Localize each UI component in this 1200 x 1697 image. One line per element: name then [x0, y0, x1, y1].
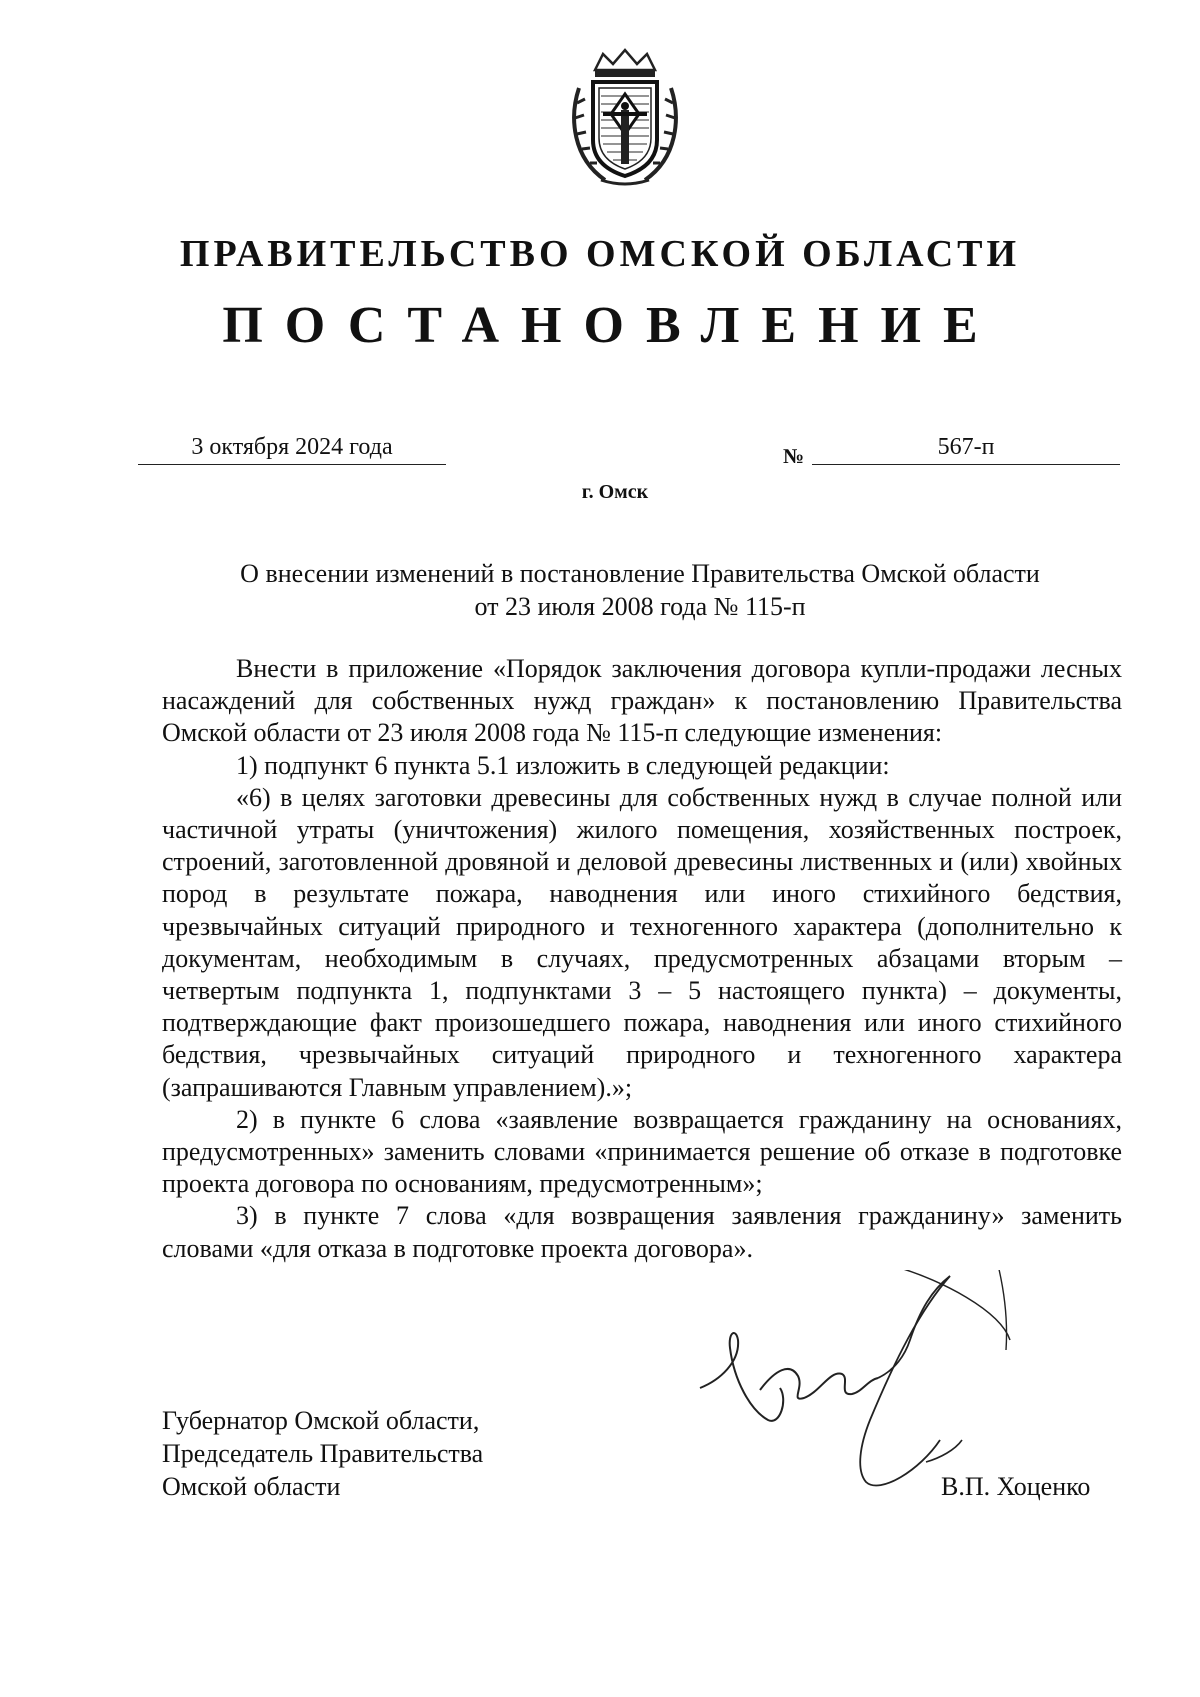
document-date: 3 октября 2024 года	[138, 430, 446, 465]
city-line: г. Омск	[581, 481, 649, 503]
subject-line: от 23 июля 2008 года № 115-п	[474, 592, 806, 621]
organization-title: ПРАВИТЕЛЬСТВО ОМСКОЙ ОБЛАСТИ	[179, 233, 1021, 275]
position-line: Председатель Правительства	[162, 1439, 484, 1468]
document-body	[162, 653, 1122, 1265]
position-line: Омской области	[162, 1472, 341, 1501]
document-type-title: ПОСТАНОВЛЕНИЕ	[222, 297, 1000, 354]
document-subject	[150, 557, 1130, 623]
omsk-region-coat-of-arms-icon	[565, 48, 685, 188]
signatory-position	[162, 1404, 483, 1503]
document-number: 567-п	[812, 430, 1120, 465]
body-paragraph: «6) в целях заготовки древесины для собственных нужд в случае полной или частичной утраты (уничтожения) жилого помещения, хозяйственных построек, строений, заготовленной дровяной и деловой древесины лиственных и (или) хвойных пород в результате пожара, наводнения или иного стихийного бедствия, чрезвычайных ситуаций природного и техногенного характера (дополнительно к документам, необходимым в случаях, предусмотренных абзацами вторым – четвертым подпункта 1, подпунктами 3 – 5 настоящего пункта) – документы, подтверждающие факт произошедшего пожара, наводнения или иного стихийного бедствия, чрезвычайных ситуаций природного и техногенного характера (запрашиваются Главным управлением).»;	[162, 782, 1122, 1102]
number-sign: №	[783, 444, 805, 468]
subject-line: О внесении изменений в постановление Правительства Омской области	[240, 559, 1040, 588]
position-line: Губернатор Омской области,	[162, 1406, 480, 1435]
signatory-name: В.П. Хоценко	[941, 1472, 1091, 1501]
body-paragraph: 1) подпункт 6 пункта 5.1 изложить в следующей редакции:	[236, 750, 890, 780]
body-paragraph: 2) в пункте 6 слова «заявление возвращается гражданину на основаниях, предусмотренных» заменить словами «принимается решение об отказе в подготовке проекта договора по основаниям, предусмотренным»;	[162, 1104, 1122, 1199]
body-paragraph: Внести в приложение «Порядок заключения договора купли-продажи лесных насаждений для собственных нужд граждан» к постановлению Правительства Омской области от 23 июля 2008 года № 115-п следующие изменения:	[162, 654, 1122, 748]
body-paragraph: 3) в пункте 7 слова «для возвращения заявления гражданину» заменить словами «для отказа в подготовке проекта договора».	[162, 1201, 1122, 1263]
